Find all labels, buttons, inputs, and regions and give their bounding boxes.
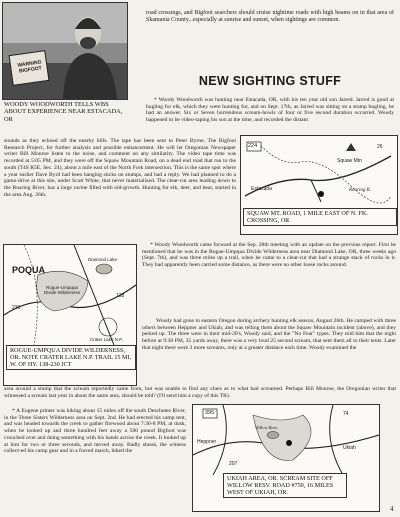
map2-lake-label: Diamond Lake [88, 257, 118, 262]
map1-caption: SQUAW MT. ROAD, 1 MILE EAST OF N. FK. CROSSING, OR [243, 208, 397, 226]
map2-hwy2-label: 230 [12, 305, 21, 311]
map1-hwy-label: 26 [377, 144, 383, 150]
story2-p3: area around a stump that the scream reportedly came from, but was unable to find any clues as to what had screamed. Perhaps Bill Monroe, the Oregonian writer that witnessed a scream last year in about the same area, should be told? (I'll send him a copy of this TR). [4, 386, 396, 399]
map3-hwy1-label: 395 [205, 410, 215, 416]
map3-resv-label: Willow Resv. [255, 425, 278, 430]
sign-text: WARNING BIGFOOT [17, 59, 43, 75]
story2-p1: * Woody Woodworth came forward at the Sep. 28th meeting with an update on the previous report. First he mentioned that he was in the Rogue-Umpqua Divide Wilderness area near Diamond Lake, OR, three weeks ago (Sept. 7th), and was three miles up a trail, when he came to a clear-cut that had a strange stack of rocks in it. They had apparently been carried some distance, as there were no other loose rocks around. [142, 242, 396, 269]
map3-hwy3-label: 74 [343, 411, 349, 417]
map-ukiah [192, 404, 380, 512]
map1-river-label: Roaring R. [349, 188, 371, 193]
map1-mtn-label: Squaw Mtn [337, 158, 363, 164]
map-rogue-umpqua [3, 244, 137, 386]
story3-text: * A Eugene printer was hiking about 15 miles off the south Deschutes River, in the Three Sisters Wilderness area on Sept. 2nd. He had erected his camp tent, and was headed towards the creek to gather firewood about 7:30-8 PM, at dusk, when he looked up and three hundred feet away a 500 pound Bigfoot was crouched over and doing something with his hands across the creek. It looked up at him for two or three seconds, and moved away. Badly shook, the witness collect-ed his camp gear and in a forced march, hiked the [4, 408, 186, 455]
map2-title: POQUA [12, 265, 46, 275]
map1-town-label: Estacada [251, 186, 272, 192]
map2-park-label: Crater Lake N.P. [90, 337, 123, 342]
map3-town2-label: Ukiah [343, 445, 356, 451]
photo-caption: WOODY WOODWORTH TELLS WBS ABOUT EXPERIENCE NEAR ESTACADA, OR [4, 101, 123, 123]
map3-graphic [193, 405, 379, 475]
map3-town1-label: Heppner [197, 439, 217, 445]
story2-p2: Woody had gone to eastern Oregon during archery hunting elk season, August 26th. He camped with three others between Heppner and Ukiah, and was telling them about the Squaw Mountain incident (above), and they perked up. The three were in their mid-20's, Woody said, and the "No Fear" types. They told him that the night before at 9:30 PM, 35 yards away, there was a very loud 25 second scream, that sent them all to their tents. Later that night there were 3 more screams, only at a greater distance each time. Woody examined the [142, 318, 396, 351]
map1-graphic [241, 136, 397, 208]
story1-full: sounds as they echoed off the nearby hills. The tape has been sent to Peter Byrne, The Bigfoot Research Project, for further analysis and possible enhancement. He will let Oregonian Newspaper writer Bill Monroe listen to the noise, and comment on any similarity. The video tape time was recorded at 5:05 PM, and they were off the Squaw Mountain Road, on a dead end road that ran to the south (T4S R5E, Sec. 24), about a mile east of the North Fork intersection. This is the same spot where a year earlier Dave Byrd had been banging sticks on stumps, and had a reply. We had planned to do a game-drive at this site, under Scott White, that never materialized. The clear-cut area leading down to the Roaring River, has a large ravine filled with old-growth. Hunting for elk, deer, and bear, started in the area Aug. 26th. [4, 138, 236, 198]
map2-wild-label: Rogue-Umpqua Divide Wilderness [43, 285, 80, 295]
section-title: NEW SIGHTING STUFF [198, 74, 342, 88]
map2-hwy1-label: 138 [116, 293, 125, 299]
map3-hwy2-label: 207 [229, 461, 238, 467]
photo-frame [2, 2, 128, 100]
map-squaw-mountain [240, 135, 398, 235]
map1-route-label: 224 [248, 143, 258, 149]
woodworth-photo [3, 3, 127, 99]
map2-caption: ROGUE-UMPQUA DIVIDE WILDERNESS, OR. NOTE CRATER LAKE N.P. TRAIL 15 MI. W. OF HY. 138-230 JCT [6, 345, 136, 370]
page-number: 4 [390, 505, 394, 513]
map3-caption: UKIAH AREA, OR. SCREAM SITE OFF WILLOW RESV. ROAD #750, 16 MILES WEST OF UKIAH, OR. [223, 473, 347, 498]
intro-paragraph: road crossings, and Bigfoot searchers should cruise nightime roads with high beams on in that area of Skamania County...especially at sunrise and sunset, when sightings are common. [146, 10, 394, 23]
story1-narrow: * Woody Woodworth was hunting near Estacada, OR, with his ten year old son Jarred. Jarred is good at bugling for elk, which they were hunting for, and on Sept. 17th, as Jarred was sitting on a stump bugling, he had an answer. Six or Seven horrendous scream-howls of four or five second duration occurred. Woody happened to be video-taping his son at the time, and recorded the distant [146, 97, 394, 124]
